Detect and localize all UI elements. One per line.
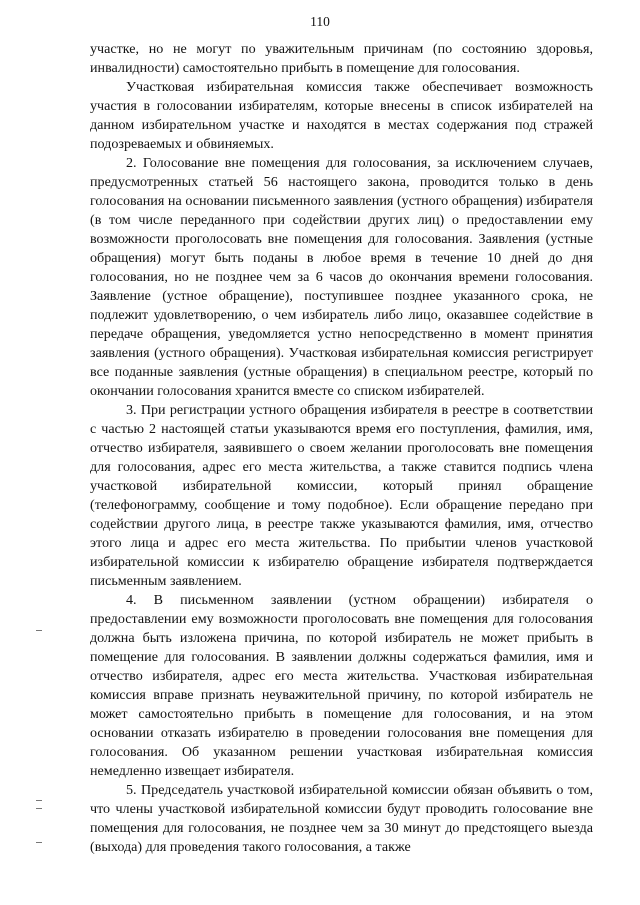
paragraph-3-oral-request-registration: 3. При регистрации устного обращения избирателя в реестре в соответствии с частью 2 настоящей статьи указываются время его поступления, фамилия, имя, отчество избирателя, заявившего о своем желании проголосовать вне помещения для голосования, адрес его места жительства, а также ставится подпись члена участковой избирательной комиссии, который принял обращение (телефонограмму, сообщение и тому подобное). Если обращение передано при содействии другого лица, в реестре также указываются фамилия, имя, отчество этого лица и адрес его места жительства. По прибытии членов участковой избирательной комиссии к избирателю обращение избирателя подтверждается письменным заявлением. (90, 402, 593, 589)
paragraph-2-outside-voting: 2. Голосование вне помещения для голосования, за исключением случаев, предусмотренных статьей 56 настоящего закона, проводится только в день голосования на основании письменного заявления (устного обращения) избирателя (в том числе переданного при содействии других лиц) о предоставлении ему возможности проголосовать вне помещения для голосования. Заявления (устные обращения) могут быть поданы в любое время в течение 10 дней до дня голосования, но не позднее чем за 6 часов до окончания времени голосования. Заявление (устное обращение), поступившее позднее указанного срока, не подлежит удовлетворению, о чем избиратель либо лицо, оказавшее содействие в передаче обращения, уведомляется устно непосредственно в момент принятия заявления (устного обращения). Участковая избирательная комиссия регистрирует все поданные заявления (устные обращения) в специальном реестре, который по окончании голосования хранится вместе со списком избирателей. (90, 155, 593, 399)
paragraph-5-chairman-announcement: 5. Председатель участковой избирательной комиссии обязан объявить о том, что члены участковой избирательной комиссии будут проводить голосование вне помещения для голосования, не позднее чем за 30 минут до предстоящего выезда (выхода) для проведения такого голосования, а также (90, 782, 593, 855)
paragraph-detention-voting: Участковая избирательная комиссия также обеспечивает возможность участия в голосовании избирателям, которые внесены в список избирателей на данном избирательном участке и находятся в местах содержания под стражей подозреваемых и обвиняемых. (90, 79, 593, 152)
scan-margin-mark (36, 842, 42, 843)
document-body (90, 40, 593, 857)
paragraph-continuation: участке, но не могут по уважительным причинам (по состоянию здоровья, инвалидности) самостоятельно прибыть в помещение для голосования. (90, 41, 593, 76)
scan-margin-mark (36, 800, 42, 801)
scan-margin-mark (36, 630, 42, 631)
scan-margin-mark (36, 808, 42, 809)
page-number: 110 (310, 14, 330, 29)
paragraph-4-written-application: 4. В письменном заявлении (устном обращении) избирателя о предоставлении ему возможности проголосовать вне помещения для голосования должна быть изложена причина, по которой избиратель не может прибыть в помещение для голосования. В заявлении должны содержаться фамилия, имя и отчество избирателя, адрес его места жительства. Участковая избирательная комиссия вправе признать неуважительной причину, по которой избиратель не может самостоятельно прибыть в помещение для голосования, и на этом основании отказать избирателю в проведении голосования вне помещения для голосования. Об указанном решении участковая избирательная комиссия немедленно извещает избирателя. (90, 592, 593, 779)
